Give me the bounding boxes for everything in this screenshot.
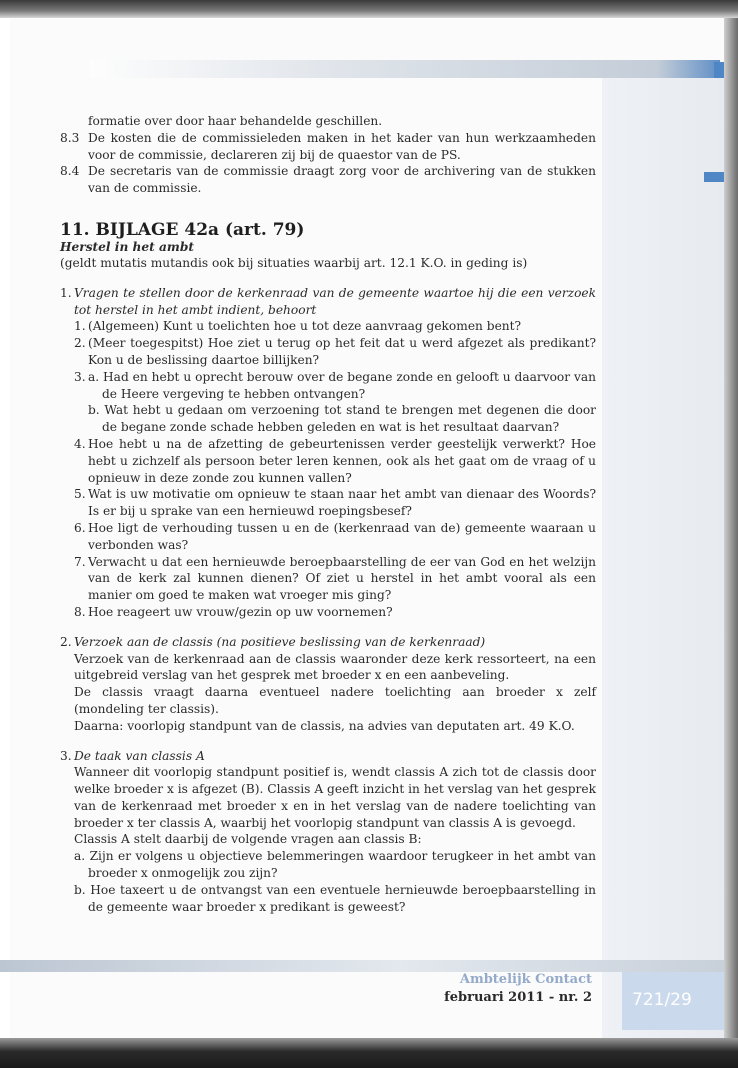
question-sub-text: b. Wat hebt u gedaan om verzoening tot stand te brengen met degenen die door de begane zonde schade hebben geleden en wat is het resultaat daarvan? [88,403,596,435]
question-item [74,520,596,554]
article-8-3 [60,130,596,164]
continued-text: formatie over door haar behandelde geschillen. [88,114,383,128]
question-text: (Meer toegespitst) Hoe ziet u terug op het feit dat u werd afgezet als predikant? Kon u de beslissing daartoe billijken? [88,336,596,367]
scan-edge-top [0,0,738,18]
section-number: 1. [60,285,72,300]
section-heading: 11. BIJLAGE 42a (art. 79) [60,219,305,240]
section-title: Verzoek aan de classis (na positieve beslissing van de kerkenraad) [74,634,486,649]
section-3 [60,748,596,916]
section-title: De taak van classis A [74,748,205,763]
question-text: Wat is uw motivatie om opnieuw te staan naar het ambt van dienaar des Woords? Is er bij u sprake van een hernieuwd roepingsbesef? [88,487,596,519]
section-number: 3. [60,748,72,763]
question-number: 6. [74,520,86,535]
section-paragraph: Daarna: voorlopig standpunt van de classis, na advies van deputaten art. 49 K.O. [74,718,575,733]
article-number: 8.3 [60,130,80,145]
header-accent [714,62,724,78]
question-item [74,604,596,621]
scan-edge-right [724,18,738,1048]
question-text: Hoe ligt de verhouding tussen u en de (kerkenraad van de) gemeente waaraan u verbonden was? [88,520,596,552]
question-number: 5. [74,487,86,502]
section-paragraph: Classis A stelt daarbij de volgende vragen aan classis B: [74,832,422,847]
section-paragraph: De classis vraagt daarna eventueel nadere toelichting aan broeder x zelf (mondeling ter classis). [74,685,596,716]
page-number: 721/29 [632,990,692,1010]
question-text: Hoe hebt u na de afzetting de gebeurtenissen verder geestelijk verwerkt? Hoe hebt u zichzelf als persoon beter leren kennen, ook als het gaat om de vraag of u opnieuw in deze zonde zou kunnen vallen? [88,436,596,485]
question-item [74,486,596,520]
question-text: (Algemeen) Kunt u toelichten hoe u tot deze aanvraag gekomen bent? [88,319,522,334]
question-item [74,335,596,369]
article-number: 8.4 [60,164,80,179]
section-note: (geldt mutatis mutandis ook bij situaties waarbij art. 12.1 K.O. in geding is) [60,255,528,270]
article-text: De kosten die de commissieleden maken in het kader van hun werkzaamheden voor de commissie, declareren zij bij de quaestor van de PS. [88,130,596,162]
question-sub-text: a. Had en hebt u oprecht berouw over de begane zonde en gelooft u daarvoor van de Heere vergeving te hebben ontvangen? [88,369,596,401]
header-bar [90,60,720,78]
section-2-header [60,634,596,651]
question-item [74,318,596,335]
article-8-4 [60,163,596,197]
question-text: Verwacht u dat een hernieuwde beroepbaarstelling de eer van God en het welzijn van de kerk zal kunnen dienen? Of ziet u herstel in het ambt vooral als een manier om goed te maken wat vroeger mis ging? [88,554,596,603]
question-sub-a [88,369,596,403]
document-body [60,113,596,915]
section-paragraph: Verzoek van de kerkenraad aan de classis waaronder deze kerk ressorteert, na een uitgebreid verslag van het gesprek met broeder x en een aanbeveling. [74,651,596,683]
section-paragraph: Wanneer dit voorlopig standpunt positief is, wendt classis A zich tot de classis door welke broeder x is afgezet (B). Classis A geeft inzicht in het verslag van het gesprek van de kerkenraad met broeder x en in het verslag van de nadere toelichting van broeder x ter classis A, waarbij het voorlopig standpunt van classis A is gevoegd. [74,765,596,830]
question-item [74,369,596,436]
list-item: b. Hoe taxeert u de ontvangst van een eventuele hernieuwde beroepbaarstelling in de gemeente waar broeder x predikant is geweest? [74,882,596,914]
side-tab-marker [704,172,724,182]
section-1-header [60,285,596,319]
question-number: 4. [74,436,86,451]
question-number: 8. [74,604,86,619]
question-number: 2. [74,336,86,351]
footer-issue: februari 2011 - nr. 2 [444,990,592,1005]
question-sub-b [88,402,596,436]
section-1 [60,285,596,621]
section-2 [60,634,596,735]
question-number: 7. [74,554,86,569]
question-list [60,318,596,620]
margin-band [602,78,724,1038]
question-item [74,436,596,486]
question-number: 3. [74,369,86,384]
question-item [74,554,596,604]
footer-bar [0,960,724,972]
section-number: 2. [60,634,72,649]
section-3-header [60,748,596,765]
section-title: Vragen te stellen door de kerkenraad van de gemeente waartoe hij die een verzoek tot herstel in het ambt indient, behoort [74,285,596,317]
section-subtitle: Herstel in het ambt [60,239,194,254]
list-item: a. Zijn er volgens u objectieve belemmeringen waardoor terugkeer in het ambt van broeder x onmogelijk zou zijn? [74,849,596,881]
question-text: Hoe reageert uw vrouw/gezin op uw voornemen? [88,604,393,619]
article-text: De secretaris van de commissie draagt zorg voor de archivering van de stukken van de commissie. [88,164,596,196]
scan-edge-bottom [0,1038,738,1068]
question-number: 1. [74,319,86,334]
footer-publication-title: Ambtelijk Contact [459,972,592,987]
